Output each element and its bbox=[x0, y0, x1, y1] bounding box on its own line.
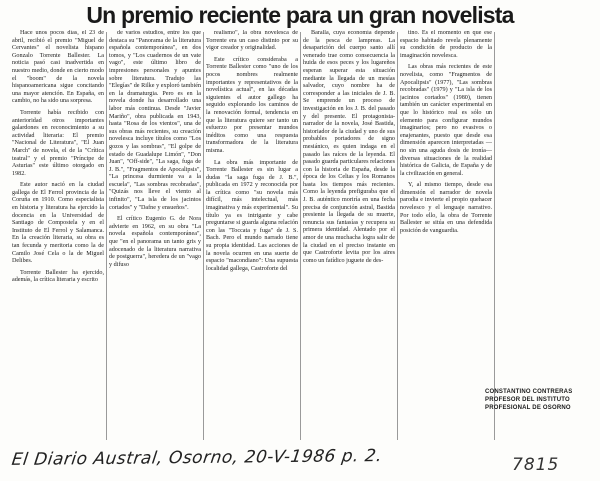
column-rule bbox=[106, 32, 107, 440]
author-name: CONSTANTINO CONTRERAS bbox=[485, 389, 573, 395]
text-column-1 bbox=[12, 30, 104, 443]
article-body bbox=[12, 30, 592, 443]
paragraph: El crítico Eugenio G. de Nora advierte en 1962, en su obra "La novela española contemporánea", que "en el panorama un tanto gris y adocenado de la literatura narrativa de postguerra", heredera de un "vago y difuso bbox=[109, 216, 201, 268]
paragraph: Las obras más recientes de este novelista, como "Fragmentos de Apocalipsis" (1977), "Las sombras recobradas" (1979) y "La isla de los jacintos cortados" (1980), tienen también un carácter experimental en que lo histórico real es sólo un elemento para configurar mundos imaginarios; pero no evasivos o enajenantes, puesto que desde esa dimensión aparecen interpretadas —no sin una aguda dosis de ironía— diversas situaciones de la realidad histórica de Galicia, de España y de la civilización en general. bbox=[400, 64, 492, 177]
column-rule bbox=[300, 32, 301, 440]
archive-number: 7815 bbox=[512, 455, 560, 475]
paragraph: Este crítico consideraba a Torrente Ballester como "uno de los pocos nombres realmente importantes y representativos de la novelística actual", en las décadas siguientes el autor gallego ha seguido explorando los caminos de la renovación formal, tendencia en que la literatura quiere ser tanto un esfuerzo por presentar mundos inéditos como una respuesta transformadora de la literatura misma. bbox=[206, 56, 298, 154]
column-rule bbox=[397, 32, 398, 440]
paragraph: de varios estudios, entre los que destaca su "Panorama de la literatura española contemporánea", en dos tomos, y "Los cuadernos de un vate vago", este último libro de impresiones personales y apuntes sobre literatura. Tradujo las "Elegías" de Rilke y exploró también en la dramaturgia. Pero es en la novela donde ha desarrollado una labor más continua. Desde "Javier Mariño", obra publicada en 1943, hasta "Rosa de los vientos", una de sus obras más recientes, su creación novelesca incluye títulos como "Los gozos y las sombras", "El golpe de estado de Guadalupe Limón", "Don Juan", "Off-side", "La saga, fuga de J. B.", "Fragmentos de Apocalipsis", "La princesa durmiente va a la escuela", "Las sombras recobradas", "Quizás nos lleve el viento al infinito", "La isla de los jacintos cortados" y "Dafne y ensueños". bbox=[109, 30, 201, 211]
paragraph: Hace unos pocos días, el 23 de abril, recibió el premio "Miguel de Cervantes" el novelista hispano Gonzalo Torrente Ballester. La noticia pasó casi inadvertida en nuestro medio, donde en cierto modo el "boom" de la novela hispanoamericana sigue concitando una mayor atención. En España, en cambio, no ha sido una sorpresa. bbox=[12, 30, 104, 105]
paragraph: Torrente había recibido con anterioridad otros importantes galardones en reconocimiento a su actividad literaria: El premio "Nacional de Literatura", "El Juan March" de novela, el de la "Crítica teatral" y el premio "Príncipe de Asturias" este último otorgado en 1982. bbox=[12, 109, 104, 177]
text-column-4 bbox=[303, 30, 395, 443]
text-column-5 bbox=[400, 30, 492, 443]
paragraph: La obra más importante de Torrente Ballester es sin lugar a dudas "la saga fuga de J. B.", publicada en 1972 y reconocida por la crítica como "su novela más difícil, más intelectual, más imaginativa y más experimental". Su título ya es intrigante y cabe preguntarse si guarda alguna relación con las "Toccata y fuga" de J. S. Bach. Pero el mundo narrado tiene su propia identidad. Las acciones de la novela ocurren en una suerte de espacio "macondiano": Una supuesta localidad gallega, Castroforte del bbox=[206, 159, 298, 272]
column-rule bbox=[494, 32, 495, 440]
handwritten-source-note: El Diario Austral, Osorno, 20-V-1986 p. 2. bbox=[10, 446, 384, 470]
paragraph: Este autor nació en la ciudad gallega de El Ferrol provincia de la Coruña en 1910. Como especialista en historia y literatura ha ejercido la docencia en la Universidad de Santiago de Compostela y en el Instituto de El Ferrol y Salamanca. En la creación literaria, su obra es tan fecunda y meritoria como la de Camilo José Cela o la de Miguel Delibes. bbox=[12, 182, 104, 265]
column-rule bbox=[203, 32, 204, 440]
text-column-2 bbox=[109, 30, 201, 443]
paragraph: tino. Es el momento en que ese espacio habitado revela plenamente su condición de producto de la imaginación novelesca. bbox=[400, 30, 492, 59]
author-role: PROFESOR DEL INSTITUTO PROFESIONAL DE OSORNO bbox=[485, 397, 571, 411]
author-signature bbox=[485, 388, 579, 412]
paragraph: realismo", la obra novelesca de Torrente era un caso distinto por su vigor creador y originalidad. bbox=[206, 30, 298, 52]
paragraph: Torrente Ballester ha ejercido, además, la crítica literaria y escrito bbox=[12, 269, 104, 284]
paragraph: Baralla, cuya economía depende de la pesca de lampreas. La desaparición del cuerpo santo allí venerado trae como consecuencia la huida de esos peces y los lugareños esperan superar esta situación mediante la llegada de un mesías salvador, cuyo nombre ha de corresponder a las iniciales de J. B. Se emprende un proceso de investigación en los J. B. del pasado y del presente. El protagonista-narrador de la novela, José Bastida, historiador de la ciudad y uno de sus probables portadores de signo mesiánico, es quien indaga en el pasado las raíces de la leyenda. El pasado guarda particulares relaciones con la historia de España, desde la época de los Celtas y los Romanos hasta los tiempos más recientes. Como la leyenda prefiguraba que el J. B. auténtico moriría en una fecha precisa de conjunción astral, Bastida presiente la llegada de su muerte, renuncia sus fantasías y recupera su primera identidad. Alentado por el amor de una muchacha logra salir de la ciudad en el preciso instante en que Castroforte levita por los aires como un fatídico juguete de des- bbox=[303, 30, 395, 264]
paragraph: Y, al mismo tiempo, desde esa dimensión el narrador de novela parodia e invierte el propio quehacer novelesco y el lenguaje narrativo. Por todo ello, la obra de Torrente Ballester se sitúa en una defendida posición de vanguardia. bbox=[400, 182, 492, 234]
text-column-3 bbox=[206, 30, 298, 443]
article-headline: Un premio reciente para un gran novelista bbox=[86, 2, 514, 28]
